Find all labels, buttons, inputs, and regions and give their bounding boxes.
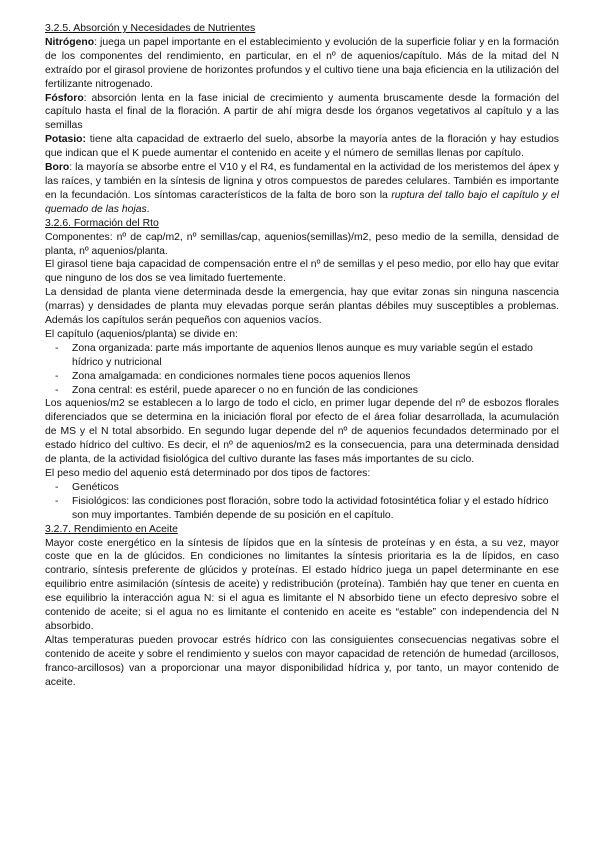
- text-potasio: tiene alta capacidad de extraerlo del suelo, absorbe la mayoría antes de la floración y hay estudios que indican que el K puede aumentar el contenido en aceite y el número de semillas llenas por capítulo.: [45, 134, 559, 160]
- list-dash: -: [55, 370, 59, 382]
- list-item-text: Zona central: es estéril, puede aparecer o no en función de las condiciones: [72, 384, 418, 396]
- list-item: [45, 495, 559, 523]
- list-item-text: Fisiológicos: las condiciones post floración, sobre todo la actividad fotosintética foliar y el estado hídrico son muy importantes. También depende de su posición en el capítulo.: [72, 495, 549, 521]
- paragraph-aquenios-m2: Los aquenios/m2 se establecen a lo largo de todo el ciclo, en primer lugar depende del nº de esbozos florales diferenciados que se determina en la iniciación floral por efecto de el área foliar desarrollada, la acumulación de MS y el N total absorbido. En segundo lugar depende del nº de aquenios fecundados determinado por el estado hídrico del cultivo. Es decir, el nº de aquenios/m2 es la consecuencia, para una determinada densidad de planta, de la actividad fisiológica del cultivo durante las fases más importantes de su ciclo.: [45, 398, 559, 466]
- term-fosforo: Fósforo: [45, 92, 84, 104]
- paragraph-peso-medio: El peso medio del aquenio está determinado por dos tipos de factores:: [45, 468, 371, 479]
- paragraph-capitulo: El capítulo (aquenios/planta) se divide en:: [45, 328, 238, 340]
- text-nitrogeno: : juega un papel importante en el establecimiento y evolución de la superficie foliar y en la formación de los componentes del rendimiento, en particular, en el nº de aquenios/capítulo. Más de la mitad del N extraído por el girasol proviene de horizontes profundos y el cultivo tiene una baja eficiencia en la utilización del fertilizante nitrogenado.: [45, 36, 559, 90]
- term-nitrogeno: Nitrógeno: [45, 36, 95, 48]
- text-boro: : la mayoría se absorbe entre el V10 y el R4, es fundamental en la actividad de los meristemos del ápex y las raíces, y también en la síntesis de lignina y otros compuestos de paredes celulares. También es importante en la fecundación. Los síntomas característicos de la falta de boro son la: [45, 162, 559, 201]
- section-heading-aceite: 3.2.7. Rendimiento en Aceite: [45, 523, 178, 535]
- paragraph-densidad: La densidad de planta viene determinada desde la emergencia, hay que evitar zonas sin ninguna nascencia (marras) y densidades de planta muy elevadas porque serán plantas débiles muy susceptibles a problemas. Además los capítulos serán pequeños con aquenios vacíos.: [45, 287, 559, 327]
- text-fosforo: : absorción lenta en la fase inicial de crecimiento y aumenta bruscamente desde la formación del capítulo hasta el final de la floración. A partir de ahí migra desde los órganos vegetativos al capítulo y a las semillas: [45, 92, 559, 132]
- paragraph-potasio: [45, 133, 559, 161]
- paragraph-coste-energetico: Mayor coste energético en la síntesis de lípidos que en la síntesis de proteínas y en ésta, a su vez, mayor coste que en la de glúcidos. En condiciones no limitantes la síntesis prioritaria es la de lípidos, en caso contrario, síntesis preferente de glúcidos y proteínas. El estado hídrico juega un papel determinante en ese equilibrio entre asimilación (síntesis de aceite) y redistribución (proteína). También hay que tener en cuenta en ese equilibrio la interacción agua N: si el agua es limitante el N absorbido tiene un efecto depresivo sobre el contenido de aceite; si el agua no es limitante el contenido en aceite es “estable” con independencia del N absorbido.: [45, 537, 559, 632]
- paragraph-altas-temperaturas: Altas temperaturas pueden provocar estrés hídrico con las consiguientes consecuencias negativas sobre el contenido de aceite y sobre el rendimiento y suelos con mayor capacidad de retención de humedad (arcillosos, franco-arcillosos) van a proporcionar una mayor disponibilidad hídrica y, por tanto, un mayor contenido de aceite.: [45, 634, 559, 688]
- paragraph-componentes: Componentes: nº de cap/m2, nº semillas/cap, aquenios(semillas)/m2, peso medio de la semilla, densidad de planta, nº aquenios/planta.: [45, 231, 559, 257]
- paragraph-nitrogeno: [45, 36, 559, 92]
- paragraph-boro: [45, 161, 559, 217]
- paragraph-fosforo: [45, 92, 559, 134]
- term-boro: Boro: [45, 162, 70, 174]
- list-item-text: Zona amalgamada: en condiciones normales tiene pocos aquenios llenos: [72, 370, 411, 382]
- list-dash: -: [55, 384, 59, 396]
- list-item: [45, 481, 559, 495]
- document-page: [45, 22, 559, 690]
- zone-list: [45, 342, 559, 398]
- list-item: [45, 342, 559, 370]
- list-item: [45, 384, 559, 398]
- section-heading-absorcion: 3.2.5. Absorción y Necesidades de Nutrientes: [45, 23, 256, 34]
- italic-boro-symptoms: ruptura del tallo bajo el capítulo y el quemado de las hojas: [45, 189, 559, 215]
- paragraph-compensacion: El girasol tiene baja capacidad de compensación entre el nº de semillas y el peso medio, por ello hay que evitar que ninguno de los dos se vea limitado fuertemente.: [45, 259, 559, 285]
- term-potasio: Potasio:: [45, 134, 86, 146]
- list-dash: -: [55, 481, 59, 493]
- list-item-text: Zona organizada: parte más importante de aquenios llenos aunque es muy variable según el estado hídrico y nutricional: [72, 342, 533, 368]
- list-dash: -: [55, 495, 59, 507]
- list-item: [45, 370, 559, 384]
- factor-list: [45, 481, 559, 523]
- section-heading-formacion: 3.2.6. Formación del Rto: [45, 217, 159, 229]
- list-dash: -: [55, 342, 59, 354]
- list-item-text: Genéticos: [72, 481, 119, 493]
- text-boro-end: .: [146, 203, 150, 215]
